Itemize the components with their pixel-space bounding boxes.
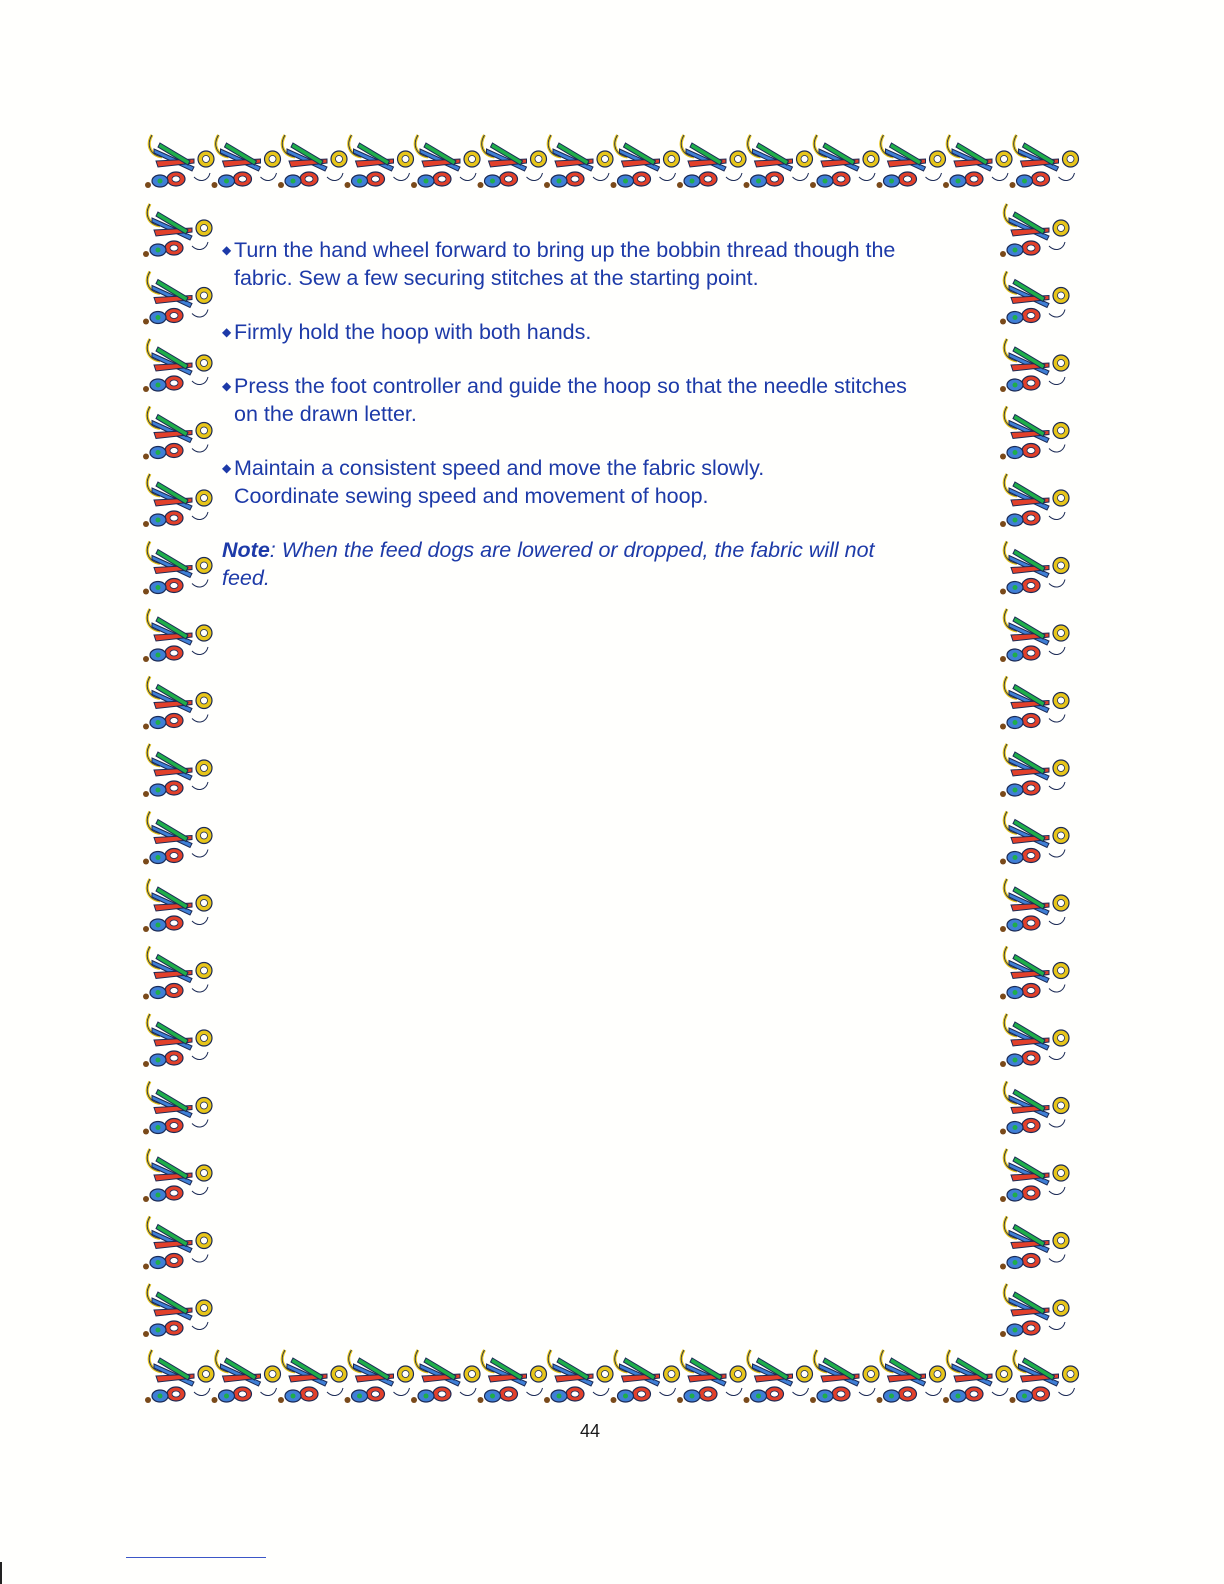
scissors-spool-icon	[143, 407, 212, 460]
note-line-2: feed.	[222, 566, 270, 590]
scissors-spool-icon	[744, 1350, 813, 1403]
scissors-spool-icon	[1000, 1149, 1069, 1202]
scissors-spool-icon	[1000, 339, 1069, 392]
note-line-1	[222, 536, 992, 564]
scissors-spool-icon	[611, 1350, 680, 1403]
scissors-spool-icon	[943, 1350, 1012, 1403]
scissors-spool-icon	[810, 135, 879, 188]
scissors-spool-icon	[345, 1350, 414, 1403]
scissors-spool-icon	[143, 1217, 212, 1270]
note-paragraph	[222, 536, 992, 592]
scissors-spool-icon	[143, 1082, 212, 1135]
scissors-spool-icon	[877, 135, 946, 188]
scissors-spool-icon	[1000, 879, 1069, 932]
instruction-bullet-3	[222, 372, 992, 428]
bullet-2-line-1: Firmly hold the hoop with both hands.	[234, 320, 592, 344]
scissors-spool-icon	[478, 135, 547, 188]
instruction-content	[222, 236, 992, 592]
scissors-spool-icon	[143, 879, 212, 932]
scissors-spool-icon	[143, 1149, 212, 1202]
scissors-spool-icon	[143, 609, 212, 662]
bullet-diamond-icon: ◆	[222, 325, 232, 339]
scissors-spool-icon	[278, 1350, 347, 1403]
border-bottom-row	[145, 1350, 1079, 1403]
instruction-bullet-1	[222, 236, 992, 292]
scissors-spool-icon	[1010, 135, 1079, 188]
scissors-spool-icon	[345, 135, 414, 188]
scissors-spool-icon	[143, 272, 212, 325]
scissors-spool-icon	[145, 135, 214, 188]
scissors-spool-icon	[1000, 812, 1069, 865]
scissors-spool-icon	[1000, 204, 1069, 257]
border-right-column	[1000, 204, 1069, 1337]
instruction-bullet-2	[222, 318, 992, 346]
scissors-spool-icon	[1010, 1350, 1079, 1403]
scissors-spool-icon	[145, 1350, 214, 1403]
scissors-spool-icon	[943, 135, 1012, 188]
bullet-diamond-icon: ◆	[222, 461, 232, 475]
instruction-bullet-4	[222, 454, 992, 510]
bullet-1-line-2: fabric. Sew a few securing stitches at the starting point.	[234, 266, 759, 290]
scissors-spool-icon	[677, 135, 746, 188]
note-label: Note	[222, 538, 270, 562]
scissors-spool-icon	[143, 474, 212, 527]
scissors-spool-icon	[143, 947, 212, 1000]
scissors-spool-icon	[810, 1350, 879, 1403]
page-number: 44	[579, 1421, 601, 1441]
bullet-1-line-1: Turn the hand wheel forward to bring up the bobbin thread though the	[234, 238, 896, 262]
scissors-spool-icon	[1000, 474, 1069, 527]
scissors-spool-icon	[1000, 677, 1069, 730]
bullet-diamond-icon: ◆	[222, 243, 232, 257]
scissors-spool-icon	[212, 1350, 281, 1403]
scissors-spool-icon	[143, 542, 212, 595]
scissors-spool-icon	[1000, 272, 1069, 325]
scissors-spool-icon	[278, 135, 347, 188]
scissors-spool-icon	[143, 339, 212, 392]
bullet-4-line-2: Coordinate sewing speed and movement of hoop.	[234, 484, 709, 508]
scissors-spool-icon	[677, 1350, 746, 1403]
scissors-spool-icon	[877, 1350, 946, 1403]
scissors-spool-icon	[611, 135, 680, 188]
scissors-spool-icon	[1000, 542, 1069, 595]
bullet-4-line-1: Maintain a consistent speed and move the fabric slowly.	[234, 456, 765, 480]
scan-edge-mark	[0, 1562, 2, 1584]
scissors-spool-icon	[1000, 609, 1069, 662]
border-top-row	[145, 135, 1079, 188]
scissors-spool-icon	[744, 135, 813, 188]
scissors-spool-icon	[411, 135, 480, 188]
scissors-spool-icon	[544, 1350, 613, 1403]
bullet-diamond-icon: ◆	[222, 379, 232, 393]
note-text-1: : When the feed dogs are lowered or dropped, the fabric will not	[269, 538, 875, 562]
scissors-spool-icon	[143, 744, 212, 797]
footer-rule	[126, 1557, 266, 1558]
scissors-spool-icon	[143, 1284, 212, 1337]
scissors-spool-icon	[1000, 1014, 1069, 1067]
scissors-spool-icon	[1000, 744, 1069, 797]
scissors-spool-icon	[1000, 1217, 1069, 1270]
scissors-spool-icon	[143, 677, 212, 730]
scissors-spool-icon	[411, 1350, 480, 1403]
bullet-3-line-1: Press the foot controller and guide the hoop so that the needle stitches	[234, 374, 907, 398]
scissors-spool-icon	[143, 204, 212, 257]
scissors-spool-icon	[1000, 1082, 1069, 1135]
scissors-spool-icon	[143, 1014, 212, 1067]
scissors-spool-icon	[1000, 1284, 1069, 1337]
bullet-3-line-2: on the drawn letter.	[234, 402, 417, 426]
scissors-spool-icon	[478, 1350, 547, 1403]
border-left-column	[143, 204, 212, 1337]
scissors-spool-icon	[212, 135, 281, 188]
scissors-spool-icon	[1000, 947, 1069, 1000]
scissors-spool-icon	[544, 135, 613, 188]
scissors-spool-icon	[143, 812, 212, 865]
scissors-spool-icon	[1000, 407, 1069, 460]
